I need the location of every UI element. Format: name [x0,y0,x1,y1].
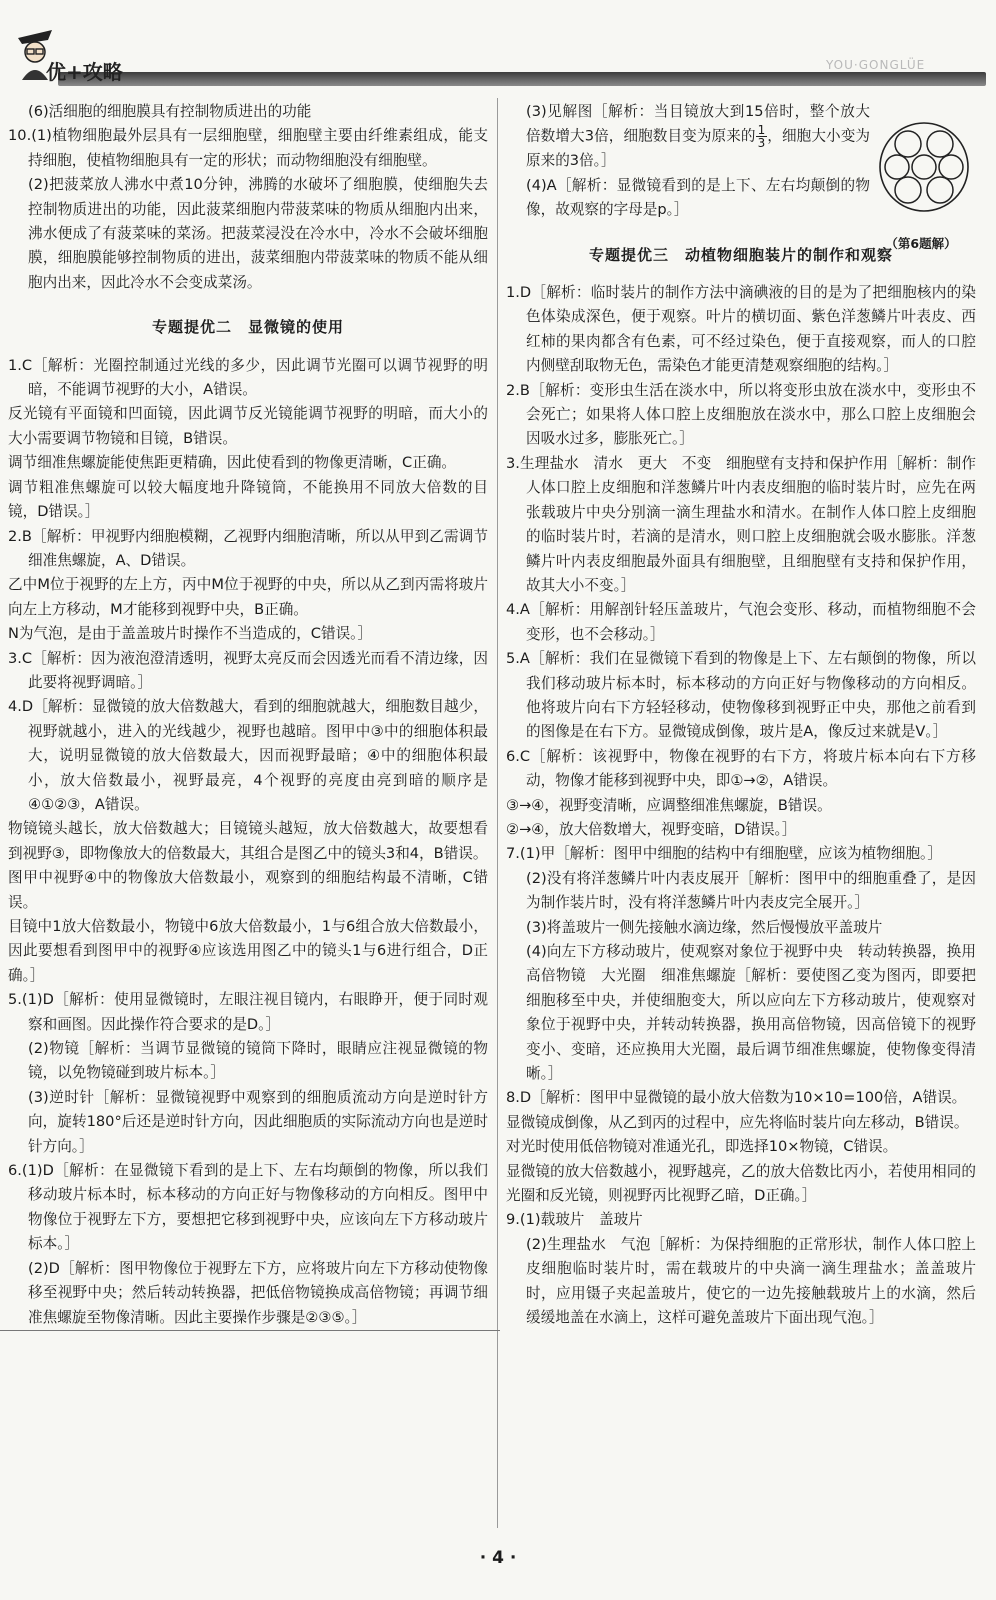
right-answer-line: (2)没有将洋葱鳞片叶内表皮展开［解析：图甲中的细胞重叠了，是因为制作装片时，没有将洋葱鳞片叶内表皮完全展开。］ [526,869,976,912]
left-answer-line: 调节细准焦螺旋能使焦距更精确，因此使看到的物像更清晰，C正确。 [8,454,457,472]
right-answer-line: ②→④，放大倍数增大，视野变暗，D错误。］ [506,820,797,838]
right-answer-line: (2)生理盐水 气泡［解析：为保持细胞的正常形状，制作人体口腔上皮细胞临时装片时，需在载玻片的中央滴一滴生理盐水；盖盖玻片时，应用镊子夹起盖玻片，使它的一边先接触载玻片上的水滴，然后缓缓地盖在水滴上，这样可避免盖玻片下面出现气泡。］ [526,1235,976,1327]
answer-6-4: (4)A［解析：显微镜看到的是上下、左右均颠倒的物像，故观察的字母是p。］ [526,176,870,219]
right-answer-line: 显微镜成倒像，从乙到丙的过程中，应先将临时装片向左移动，B错误。 [506,1113,969,1131]
section-heading: 专题提优二 显微镜的使用 [151,318,344,337]
answer-6-3-text: (3)见解图［解析：当目镜放大到15倍时，整个放大倍数增大3倍，细胞数目变为原来的 [526,103,870,145]
right-answer-line: 4.A［解析：用解剖针轻压盖玻片，气泡会变形、移动，而植物细胞不会变形，也不会移动。］ [506,601,976,643]
left-answer-line: (2)把菠菜放人沸水中煮10分钟，沸腾的水破坏了细胞膜，使细胞失去控制物质进出的功能，因此菠菜细胞内带菠菜味的物质从细胞内出来，沸水便成了有菠菜味的菜汤。把菠菜浸没在冷水中，冷水不会破坏细胞膜，细胞膜能够控制物质的进出，菠菜细胞内带菠菜味的物质不能从细胞内出来，因此冷水不会变成菜汤。 [28,176,488,291]
brand-subtitle: YOU·GONGLÜE [826,58,926,72]
right-column [506,100,976,1331]
left-answer-line: 4.D［解析：显微镜的放大倍数越大，看到的细胞就越大，细胞数目越少，视野就越小，进入的光线越少，视野也越暗。图甲中③中的细胞体积最大，说明显微镜的放大倍数最大，因而视野最暗；④中的细胞体积最小，放大倍数最小，视野最亮，4个视野的亮度由亮到暗的顺序是④①②③，A错误。 [8,698,488,813]
left-answer-line: (6)活细胞的细胞膜具有控制物质进出的功能 [28,103,312,120]
right-answers [506,243,976,1331]
left-column [8,100,488,1330]
right-answer-line: 1.D［解析：临时装片的制作方法中滴碘液的目的是为了把细胞核内的染色体染成深色，便于观察。叶片的横切面、紫色洋葱鳞片叶表皮、西红柿的果肉都含有色素，可不经过染色，便于直接观察，而人的口腔内侧壁刮取物无色，需染色才能更清楚观察细胞的结构。］ [506,284,976,375]
left-answer-line: 3.C［解析：因为液泡澄清透明，视野太亮反而会因透光而看不清边缘，因此要将视野调暗。］ [8,649,488,691]
left-answer-line: (2)D［解析：图甲物像位于视野左下方，应将玻片向左下方移动使物像移至视野中央；然后转动转换器，把低倍物镜换成高倍物镜；再调节细准焦螺旋至物像清晰。因此主要操作步骤是②③⑤。］ [28,1259,488,1326]
left-answer-line: 5.(1)D［解析：使用显微镜时，左眼注视目镜内，右眼睁开，便于同时观察和画图。因此操作符合要求的是D。］ [8,991,488,1033]
right-answer-line: 2.B［解析：变形虫生活在淡水中，所以将变形虫放在淡水中，变形虫不会死亡；如果将人体口腔上皮细胞放在淡水中，那么口腔上皮细胞会因吸水过多，膨胀死亡。］ [506,381,976,448]
page-header [0,0,996,96]
answer-6-3-text-end: ，细胞大小变为原来的3倍。］ [526,127,870,170]
right-answer-line: 7.(1)甲［解析：图甲中细胞的结构中有细胞壁，应该为植物细胞。］ [506,845,942,863]
left-answer-line: 6.(1)D［解析：在显微镜下看到的是上下、左右均颠倒的物像，所以我们移动玻片标本时，标本移动的方向正好与物像移动的方向相反。图甲中物像位于视野左下方，要想把它移到视野中央，应该向左下方移动玻片标本。］ [8,1162,488,1253]
left-answer-line: 物镜镜头越长，放大倍数越大；目镜镜头越短，放大倍数越大，故要想看到视野③，即物像放大的倍数最大，其组合是图乙中的镜头3和4，B错误。 [8,820,488,862]
brand-logo: 优+攻略 [46,60,123,84]
right-answer-line: 8.D［解析：图甲中显微镜的最小放大倍数为10×10=100倍，A错误。 [506,1089,967,1107]
header-rule [58,72,986,86]
figure-caption: （第6题解） [885,236,957,251]
right-answer-line: 9.(1)载玻片 盖玻片 [506,1211,643,1229]
right-answer-line: (3)将盖玻片一侧先接触水滴边缘，然后慢慢放平盖玻片 [526,918,883,936]
page-number: · 4 · [479,1548,517,1568]
left-answer-line: (2)物镜［解析：当调节显微镜的镜筒下降时，眼睛应注视显微镜的物镜，以免物镜碰到玻片标本。］ [28,1040,488,1082]
page-crease-line [0,1330,500,1331]
left-answer-line: 调节粗准焦螺旋可以较大幅度地升降镜筒，不能换用不同放大倍数的目镜，D错误。］ [8,478,488,521]
left-answer-line: 2.B［解析：甲视野内细胞模糊，乙视野内细胞清晰，所以从甲到乙需调节细准焦螺旋，A、D错误。 [8,527,488,569]
left-answer-line: 目镜中1放大倍数最小，物镜中6放大倍数最小，1与6组合放大倍数最小，因此要想看到图甲中的视野④应该选用图乙中的镜头1与6进行组合，D正确。］ [8,918,488,984]
cell-diagram-figure [876,104,972,230]
right-answer-line: 6.C［解析：该视野中，物像在视野的右下方，将玻片标本向右下方移动，物像才能移到视野中央，即①→②，A错误。 [506,747,976,790]
fraction-one-third [756,124,768,149]
fraction-denominator: 3 [757,136,766,151]
fraction-numerator: 1 [757,123,766,138]
section-heading: 专题提优三 动植物细胞装片的制作和观察 [588,245,893,264]
left-answer-line: (3)逆时针［解析：显微镜视野中观察到的细胞质流动方向是逆时针方向，旋转180°后还是逆时针方向，因此细胞质的实际流动方向也是逆时针方向。］ [28,1088,488,1155]
left-answer-line: 乙中M位于视野的左上方，丙中M位于视野的中央，所以从乙到丙需将玻片向左上方移动，M才能移到视野中央，B正确。 [8,576,488,618]
right-answer-line: ③→④，视野变清晰，应调整细准焦螺旋，B错误。 [506,796,832,814]
right-answer-line: 5.A［解析：我们在显微镜下看到的物像是上下、左右颠倒的物像，所以我们移动玻片标本时，标本移动的方向正好与物像移动的方向相反。他将玻片向右下方轻轻移动，使物像移到视野正中央，那他之前看到的图像是在右下方。显微镜成倒像，玻片是A，像反过来就是V。］ [506,650,976,741]
column-divider [497,98,498,1528]
left-answer-line: 1.C［解析：光圈控制通过光线的多少，因此调节光圈可以调节视野的明暗，不能调节视野的大小，A错误。 [8,356,488,399]
right-answer-line: (4)向左下方移动玻片，使观察对象位于视野中央 转动转换器，换用高倍物镜 大光圈 细准焦螺旋［解析：要使图乙变为图丙，即要把细胞移至中央，并使细胞变大，所以应向左下方移动玻片，使观察对象位于视野中央，并转动转换器，换用高倍物镜，因高倍镜下的视野变小、变暗，还应换用大光圈，最后调节细准焦螺旋，使物像变得清晰。］ [526,943,976,1083]
left-answer-line: 10.(1)植物细胞最外层具有一层细胞壁，细胞壁主要由纤维素组成，能支持细胞，使植物细胞具有一定的形状；而动物细胞没有细胞壁。 [8,127,488,169]
left-answer-line: 图甲中视野④中的物像放大倍数最小，观察到的细胞结构最不清晰，C错误。 [8,869,488,911]
right-answer-line: 3.生理盐水 清水 更大 不变 细胞壁有支持和保护作用［解析：制作人体口腔上皮细胞和洋葱鳞片叶内表皮细胞的临时装片时，应先在两张载玻片中央分别滴一滴生理盐水和清水。在制作人体口腔上皮细胞的临时装片时，若滴的是清水，则口腔上皮细胞就会吸水膨胀。洋葱鳞片叶内表皮细胞最外面具有细胞壁，且细胞壁有支持和保护作用，故其大小不变。］ [506,454,976,594]
right-answer-line: 对光时使用低倍物镜对准通光孔，即选择10×物镜，C错误。 [506,1138,898,1156]
left-answer-line: N为气泡，是由于盖盖玻片时操作不当造成的，C错误。］ [8,625,373,643]
left-answer-line: 反光镜有平面镜和凹面镜，因此调节反光镜能调节视野的明暗，而大小的大小需要调节物镜和目镜，B错误。 [8,405,488,447]
right-answer-line: 显微镜的放大倍数越小，视野越亮，乙的放大倍数比丙小，若使用相同的光圈和反光镜，则视野丙比视野乙暗，D正确。］ [506,1162,976,1205]
